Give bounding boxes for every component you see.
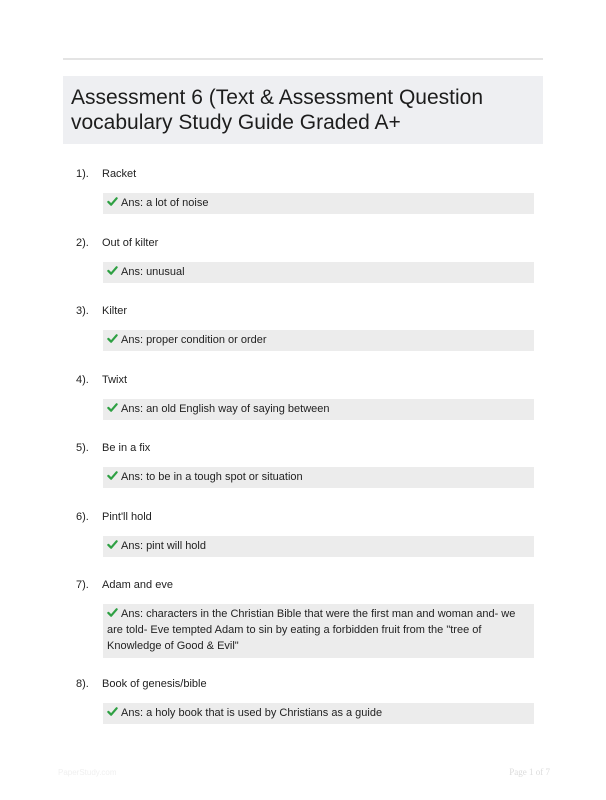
answer-box [103, 604, 534, 658]
check-icon [107, 402, 118, 413]
answer-text: Ans: pint will hold [121, 540, 206, 552]
answer-text: Ans: an old English way of saying between [121, 403, 330, 415]
answer-text: Ans: unusual [121, 266, 185, 278]
check-icon [107, 706, 118, 717]
answer-box [103, 193, 534, 214]
footer-watermark: PaperStudy.com [58, 768, 117, 777]
check-icon [107, 333, 118, 344]
question-number: 7). [76, 579, 89, 591]
question-term: Kilter [102, 305, 128, 317]
answer-box [103, 467, 534, 488]
check-icon [107, 470, 118, 481]
page-title: Assessment 6 (Text & Assessment Question vocabulary Study Guide Graded A+ [71, 86, 484, 134]
question-term: Book of genesis/bible [102, 678, 207, 690]
question-term: Adam and eve [102, 579, 173, 591]
answer-text: Ans: a lot of noise [121, 197, 209, 209]
answer-text: Ans: proper condition or order [121, 334, 267, 346]
question-number: 8). [76, 678, 89, 690]
check-icon [107, 539, 118, 550]
question-number: 3). [76, 305, 89, 317]
title-banner [63, 76, 543, 144]
top-divider [63, 58, 543, 60]
answer-box [103, 330, 534, 351]
check-icon [107, 265, 118, 276]
answer-box [103, 262, 534, 283]
answer-text: Ans: characters in the Christian Bible that were the first man and woman and- we are told- Eve tempted Adam to sin by eating a forbidden fruit from the "tree of Knowledge of Good & Evil" [107, 608, 516, 652]
question-number: 2). [76, 237, 89, 249]
answer-text: Ans: to be in a tough spot or situation [121, 471, 303, 483]
answer-box [103, 399, 534, 420]
page-number: Page 1 of 7 [509, 767, 550, 777]
answer-box [103, 536, 534, 557]
check-icon [107, 607, 118, 618]
question-number: 5). [76, 442, 89, 454]
question-number: 1). [76, 168, 89, 180]
answer-box [103, 703, 534, 724]
question-number: 4). [76, 374, 89, 386]
question-term: Out of kilter [102, 237, 159, 249]
question-term: Racket [102, 168, 137, 180]
question-term: Pint'll hold [102, 511, 152, 523]
question-term: Twixt [102, 374, 128, 386]
answer-text: Ans: a holy book that is used by Christians as a guide [121, 707, 383, 719]
question-number: 6). [76, 511, 89, 523]
question-term: Be in a fix [102, 442, 151, 454]
check-icon [107, 196, 118, 207]
